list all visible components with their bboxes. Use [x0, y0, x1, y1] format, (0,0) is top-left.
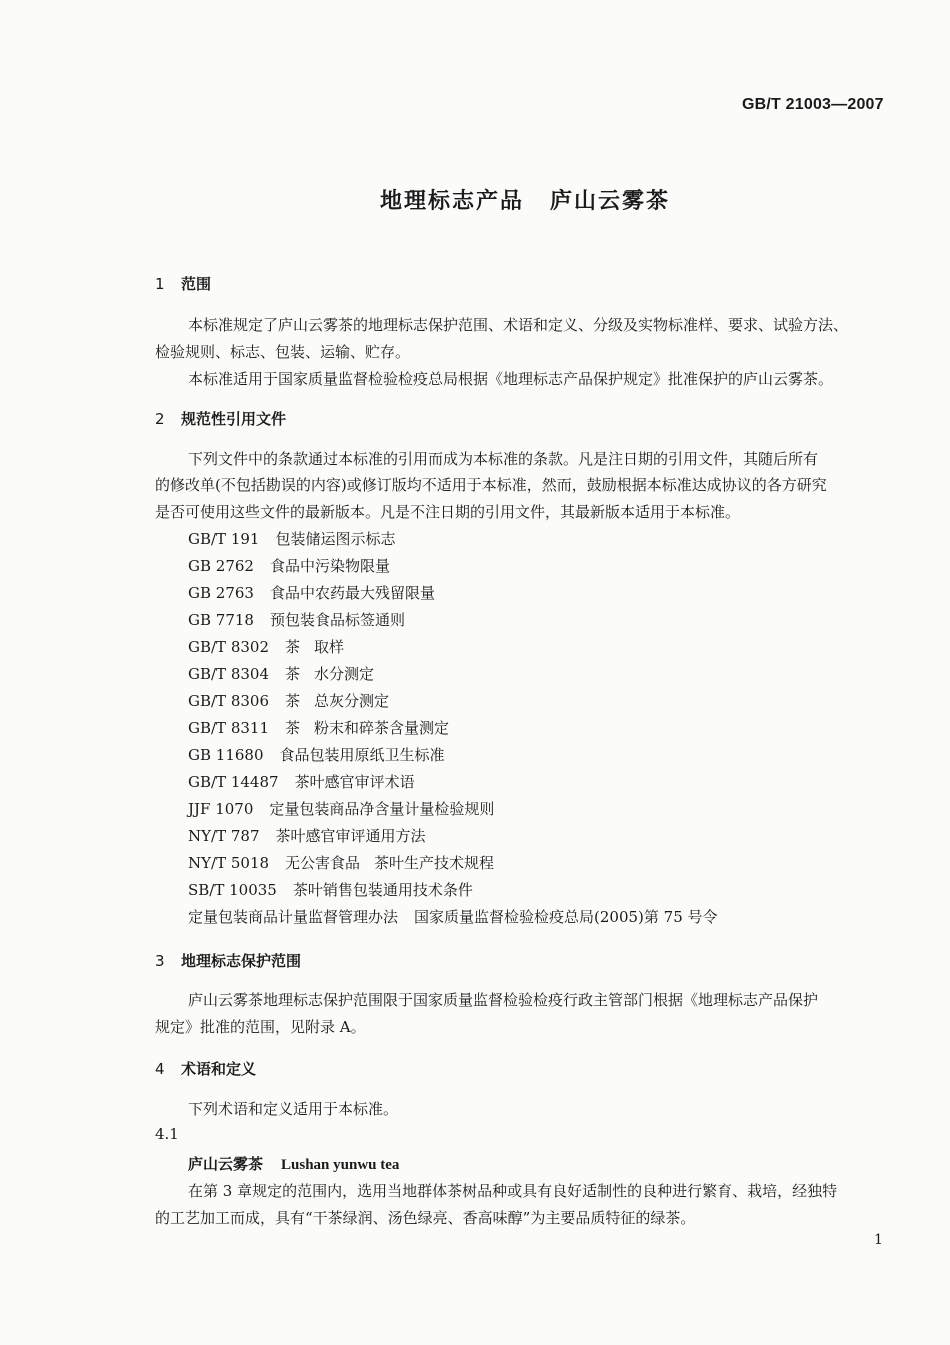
- section-title: 范围: [181, 275, 212, 293]
- term-title: [188, 1153, 399, 1174]
- reference-code: GB/T 8304: [188, 665, 270, 683]
- term-chinese: 庐山云雾茶: [188, 1155, 264, 1173]
- reference-item: [188, 609, 405, 630]
- reference-title: 包装储运图示标志: [275, 530, 396, 548]
- reference-title: 无公害食品: [285, 854, 361, 872]
- reference-title: 茶叶感官审评通用方法: [275, 827, 426, 845]
- reference-item: [188, 744, 445, 765]
- s2-paragraph-line-2: 的修改单(不包括勘误的内容)或修订版均不适用于本标准，然而，鼓励根据本标准达成协议的各方研究: [155, 476, 827, 494]
- reference-item: [188, 528, 395, 549]
- reference-code: GB 11680: [188, 746, 264, 764]
- reference-code: GB/T 8306: [188, 692, 270, 710]
- reference-title: 茶: [285, 719, 301, 737]
- s3-paragraph-line-1: 庐山云雾茶地理标志保护范围限于国家质量监督检验检疫行政主管部门根据《地理标志产品保护: [188, 991, 819, 1009]
- section-number: 2: [155, 410, 165, 428]
- s2-paragraph-line-1: 下列文件中的条款通过本标准的引用而成为本标准的条款。凡是注日期的引用文件，其随后所有: [188, 450, 819, 468]
- reference-title: 茶: [285, 692, 301, 710]
- s3-paragraph-line-2: 规定》批准的范围，见附录 A。: [155, 1018, 366, 1036]
- reference-title: 茶: [285, 665, 301, 683]
- reference-item: [188, 663, 374, 684]
- reference-subtitle: 水分测定: [314, 665, 375, 683]
- reference-code: GB/T 8311: [188, 719, 270, 737]
- reference-subtitle: 取样: [314, 638, 345, 656]
- reference-item: [188, 690, 389, 711]
- reference-title: 茶: [285, 638, 301, 656]
- reference-code: SB/T 10035: [188, 881, 277, 899]
- title-part-1: 地理标志产品: [379, 189, 524, 214]
- reference-title: 定量包装商品净含量计量检验规则: [269, 800, 495, 818]
- term-definition-line-1: 在第 3 章规定的范围内，选用当地群体茶树品种或具有良好适制性的良种进行繁育、栽培，经独特: [188, 1182, 838, 1200]
- page-number: 1: [874, 1232, 883, 1248]
- s4-paragraph: 下列术语和定义适用于本标准。: [188, 1100, 399, 1118]
- reference-code: GB/T 191: [188, 530, 260, 548]
- section-number: 4: [155, 1060, 165, 1078]
- reference-item: [188, 771, 415, 792]
- reference-item: [188, 906, 718, 927]
- reference-title: 预包装食品标签通则: [269, 611, 405, 629]
- reference-item: [188, 852, 494, 873]
- reference-subtitle: 总灰分测定: [314, 692, 390, 710]
- subsection-number: 4.1: [155, 1125, 179, 1143]
- reference-code: JJF 1070: [188, 800, 254, 818]
- reference-code: GB/T 14487: [188, 773, 279, 791]
- section-2-heading: [155, 408, 286, 429]
- standard-number: GB/T 21003—2007: [742, 96, 884, 113]
- reference-code: GB 2763: [188, 584, 254, 602]
- section-title: 术语和定义: [181, 1060, 257, 1078]
- reference-code: GB 2762: [188, 557, 254, 575]
- reference-code: 定量包装商品计量监督管理办法: [188, 908, 399, 926]
- reference-code: NY/T 787: [188, 827, 260, 845]
- reference-item: [188, 879, 473, 900]
- term-english: Lushan yunwu tea: [281, 1157, 400, 1173]
- reference-item: [188, 582, 435, 603]
- reference-subtitle: 茶叶生产技术规程: [374, 854, 495, 872]
- reference-item: [188, 717, 449, 738]
- reference-code: NY/T 5018: [188, 854, 270, 872]
- reference-title: 食品中农药最大残留限量: [269, 584, 435, 602]
- page-title: [0, 184, 950, 215]
- section-title: 地理标志保护范围: [181, 952, 302, 970]
- s1-paragraph-1-line-2: 检验规则、标志、包装、运输、贮存。: [155, 343, 411, 361]
- reference-item: [188, 636, 344, 657]
- s1-paragraph-1-line-1: 本标准规定了庐山云雾茶的地理标志保护范围、术语和定义、分级及实物标准样、要求、试验方法、: [188, 316, 849, 334]
- term-definition-line-2: 的工艺加工而成，具有“干茶绿润、汤色绿亮、香高味醇”为主要品质特征的绿茶。: [155, 1209, 696, 1227]
- title-part-2: 庐山云雾茶: [550, 189, 671, 214]
- section-4-heading: [155, 1058, 256, 1079]
- reference-title: 茶叶感官审评术语: [294, 773, 415, 791]
- reference-code: GB 7718: [188, 611, 254, 629]
- section-3-heading: [155, 950, 301, 971]
- section-number: 3: [155, 952, 165, 970]
- reference-item: [188, 555, 390, 576]
- s1-paragraph-2: 本标准适用于国家质量监督检验检疫总局根据《地理标志产品保护规定》批准保护的庐山云雾茶。: [188, 370, 834, 388]
- reference-item: [188, 825, 426, 846]
- reference-subtitle: 粉末和碎茶含量测定: [314, 719, 450, 737]
- reference-item: [188, 798, 494, 819]
- section-title: 规范性引用文件: [181, 410, 287, 428]
- section-1-heading: [155, 273, 211, 294]
- reference-code: GB/T 8302: [188, 638, 270, 656]
- reference-title: 茶叶销售包装通用技术条件: [292, 881, 473, 899]
- section-number: 1: [155, 275, 165, 293]
- s2-paragraph-line-3: 是否可使用这些文件的最新版本。凡是不注日期的引用文件，其最新版本适用于本标准。: [155, 503, 741, 521]
- reference-title: 食品包装用原纸卫生标准: [279, 746, 445, 764]
- reference-title: 国家质量监督检验检疫总局(2005)第 75 号令: [414, 908, 718, 926]
- reference-title: 食品中污染物限量: [269, 557, 390, 575]
